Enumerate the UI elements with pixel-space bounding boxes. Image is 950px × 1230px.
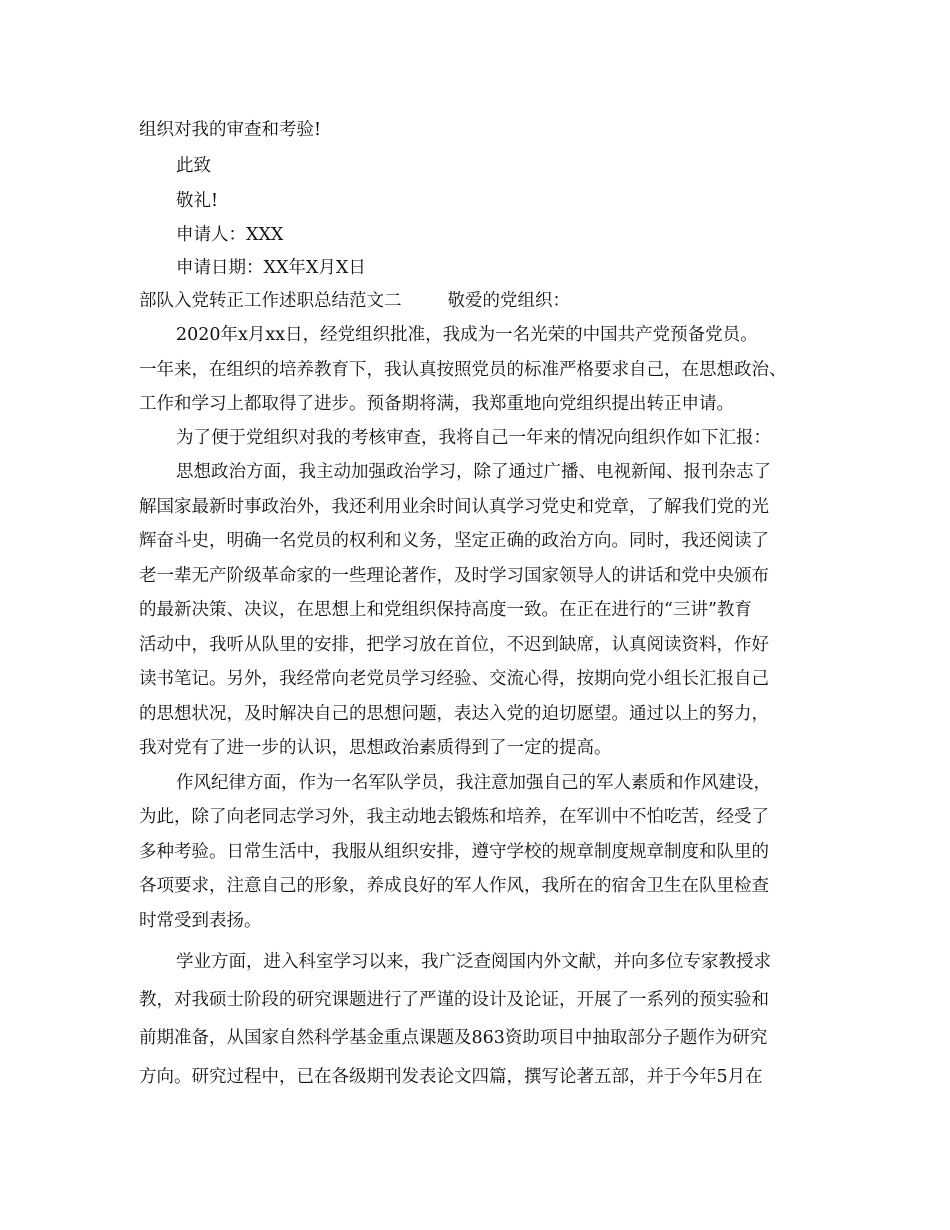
paragraph-line: 2020年x月xx日，经党组织批准，我成为一名光荣的中国共产党预备党员。 (176, 325, 758, 345)
closing-line-end: 组织对我的审查和考验! (139, 120, 322, 140)
paragraph-line: 思想政治方面，我主动加强政治学习，除了通过广播、电视新闻、报刊杂志了 (176, 462, 771, 482)
addressee: 敬爱的党组织： (447, 291, 570, 311)
paragraph-line: 的思想状况，及时解决自己的思想问题，表达入党的迫切愿望。通过以上的努力， (139, 704, 769, 724)
paragraph-line: 时常受到表扬。 (139, 911, 262, 931)
paragraph-line: 一年来，在组织的培养教育下，我认真按照党员的标准严格要求自己，在思想政治、 (139, 360, 787, 380)
section-heading (139, 290, 570, 312)
closing-salutation: 此致 (176, 156, 211, 176)
paragraph-line: 老一辈无产阶级革命家的一些理论著作，及时学习国家领导人的讲话和党中央颁布 (139, 566, 769, 586)
paragraph-line: 的最新决策、决议，在思想上和党组织保持高度一致。在正在进行的“三讲”教育 (139, 600, 752, 620)
paragraph-line: 作风纪律方面，作为一名军队学员，我注意加强自己的军人素质和作风建设， (176, 773, 771, 793)
paragraph-line: 辉奋斗史，明确一名党员的权利和义务，坚定正确的政治方向。同时，我还阅读了 (139, 531, 769, 551)
paragraph-line: 前期准备，从国家自然科学基金重点课题及863资助项目中抽取部分子题作为研究 (139, 1028, 768, 1048)
date-line: 申请日期：XX年X月X日 (176, 258, 366, 278)
paragraph-line: 工作和学习上都取得了进步。预备期将满，我郑重地向党组织提出转正申请。 (139, 394, 734, 414)
paragraph-line: 方向。研究过程中，已在各级期刊发表论文四篇，撰写论著五部，并于今年5月在 (139, 1067, 763, 1087)
paragraph-line: 各项要求，注意自己的形象，养成良好的军人作风，我所在的宿舍卫生在队里检查 (139, 876, 769, 896)
paragraph-line: 多种考验。日常生活中，我服从组织安排，遵守学校的规章制度规章制度和队里的 (139, 842, 769, 862)
paragraph-line: 读书笔记。另外，我经常向老党员学习经验、交流心得，按期向党小组长汇报自己 (139, 669, 769, 689)
paragraph-line: 学业方面，进入科室学习以来，我广泛查阅国内外文献，并向多位专家教授求 (176, 952, 771, 972)
paragraph-line: 为此，除了向老同志学习外，我主动地去锻炼和培养，在军训中不怕吃苦，经受了 (139, 807, 769, 827)
paragraph-line: 教，对我硕士阶段的研究课题进行了严谨的设计及论证，开展了一系列的预实验和 (139, 990, 769, 1010)
section-title: 部队入党转正工作述职总结范文二 (139, 291, 402, 311)
closing-regards: 敬礼! (176, 191, 219, 211)
paragraph-line: 我对党有了进一步的认识，思想政治素质得到了一定的提高。 (139, 738, 612, 758)
applicant-line: 申请人：XXX (176, 225, 284, 245)
paragraph-line: 解国家最新时事政治外，我还利用业余时间认真学习党史和党章，了解我们党的光 (139, 497, 769, 517)
paragraph-line: 活动中，我听从队里的安排，把学习放在首位，不迟到缺席，认真阅读资料，作好 (139, 635, 769, 655)
paragraph-line: 为了便于党组织对我的考核审查，我将自己一年来的情况向组织作如下汇报： (176, 428, 771, 448)
